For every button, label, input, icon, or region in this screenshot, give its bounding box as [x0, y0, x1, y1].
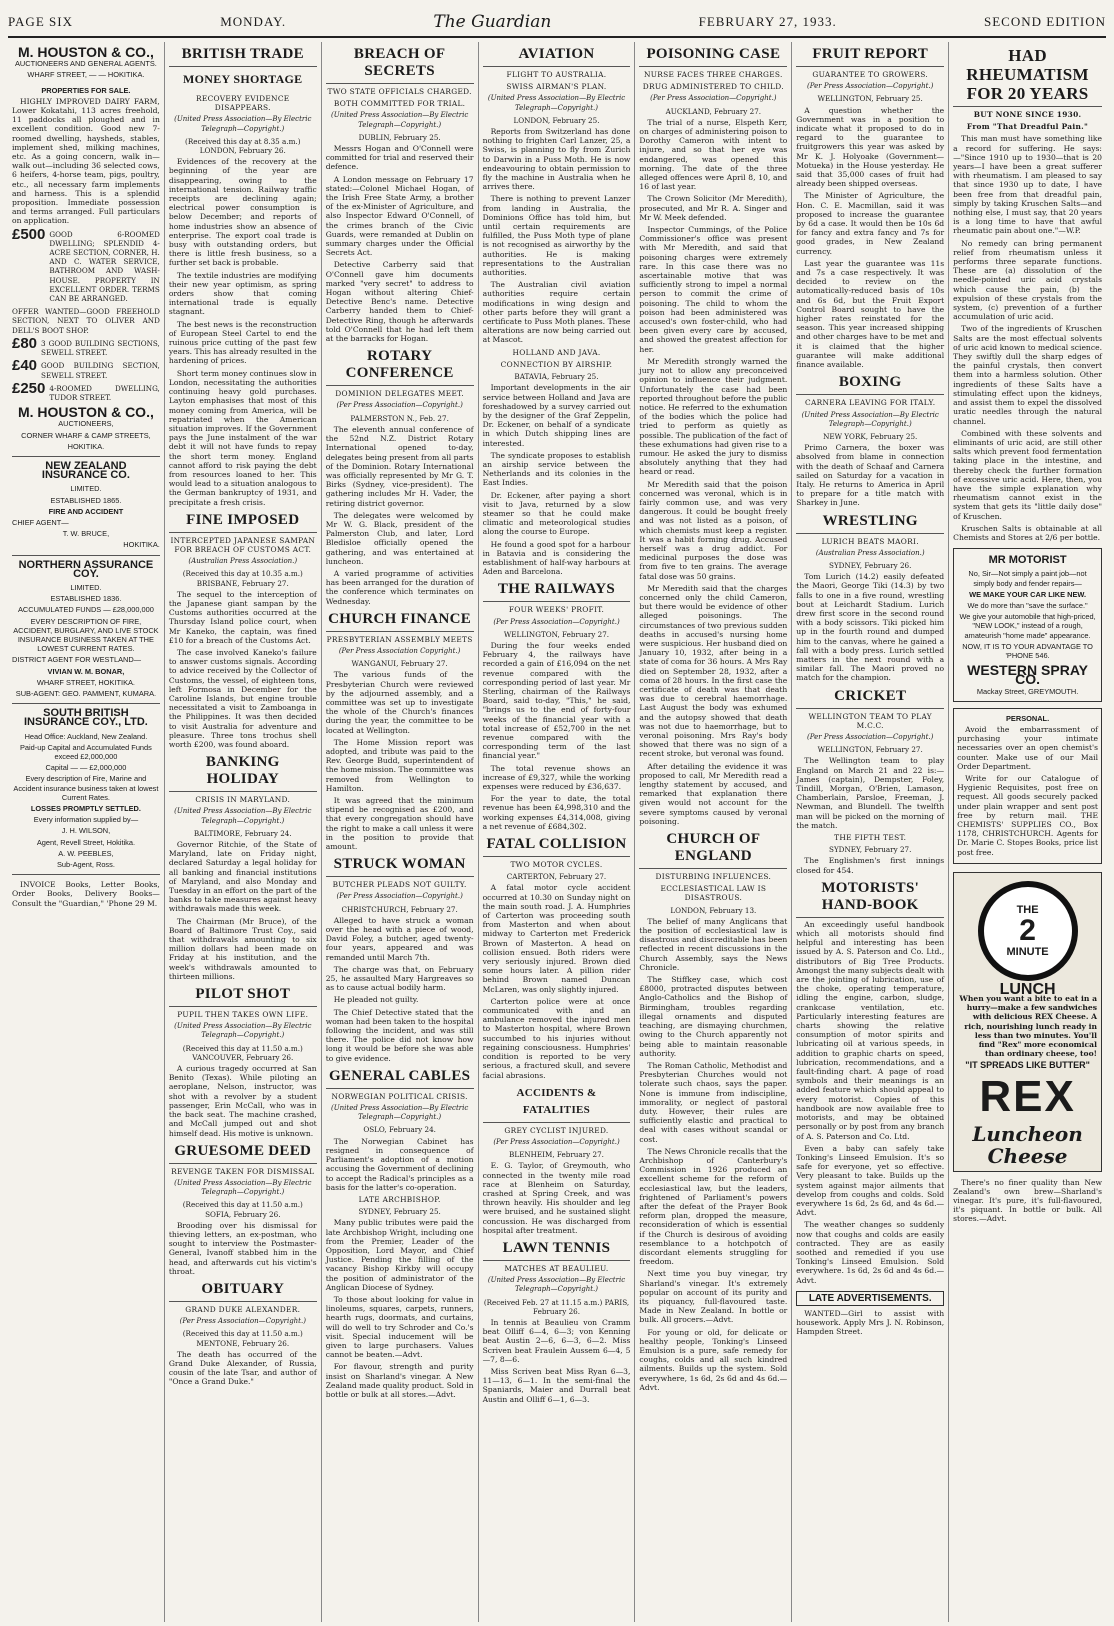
article-headline: MOTORISTS' HAND-BOOK	[796, 880, 944, 918]
article-paragraph: For young or old, for delicate or healthy people, Tonking's Linseed Emulsion is a pure, safe remedy for coughs, colds and all such kindred ailments. Builds up the system. Sold everywhere, 1s 6d, 2s 6d and 4s 6d.—Advt.	[639, 1327, 788, 1392]
article-paragraph: Primo Carnera, the boxer was absolved from blame in connection with the death of Schaaf and Carnera sailed on Saturday for a vacation in Italy. He returns to America in April to prepare for a title match with Sharkey in June.	[796, 443, 945, 508]
listing-text: 3 GOOD BUILDING SECTIONS, SEWELL STREET.	[41, 338, 160, 358]
article-paragraph: To those about looking for value in linoleums, squares, carpets, runners, hearth rugs, doormats, and curtains, will do well to try Schroder and Co.'s visit. Special inducement will be given to large purchasers. Values cannot be beaten.—Advt.	[325, 1294, 474, 1360]
na-line: SUB-AGENT: GEO. PAMMENT, KUMARA.	[15, 688, 157, 698]
article-paragraph: Important developments in the air service between Holland and Java are foreshadowed by a survey carried out by the designer of the Graf Zeppelin, Dr. Eckener, on behalf of a syndicate in which Dutch shipping lines are interested.	[482, 383, 631, 448]
article-paragraph: There is nothing to prevent Lanzer from landing in Australia, the Dominions Office has told him, but until certain requirements are fulfilled, the Puss Moth type of plane is not recognised as airworthy by the authorities. He is making representations to the Australian authorities.	[482, 194, 631, 278]
article-dateline: SYDNEY, February 27.	[829, 845, 912, 855]
listing	[12, 334, 160, 358]
article-paragraph: The various funds of the Presbyterian Church were reviewed by the adjourned assembly, and a committee was set up to investigate the whole of the Church's finances during the year, the committee to be located at Wellington.	[325, 670, 474, 735]
article-cables	[326, 1068, 474, 1399]
ad-headline: MR MOTORIST	[988, 554, 1067, 567]
article-deck: ECCLESIASTICAL LAW IS DISASTROUS.	[660, 884, 767, 903]
houston-title: M. HOUSTON & CO.,	[17, 44, 154, 60]
article-credit: (Per Press Association Copyright.)	[338, 646, 461, 655]
listing-price: £250	[12, 379, 46, 397]
article-deck: NORWEGIAN POLITICAL CRISIS.	[331, 1091, 468, 1101]
article-paragraph: After detailing the evidence it was proposed to call, Mr Meredith read a lengthy statement by accused, and remarked that explanation there given would not account for the severe symptoms caused by veronal poisoning.	[639, 761, 788, 826]
article-dateline: SYDNEY, February 26.	[829, 560, 912, 570]
article-headline: ROTARY CONFERENCE	[326, 348, 474, 386]
article-headline: CRICKET	[796, 688, 944, 709]
article-paragraph: An exceedingly useful handbook which all motorists should find helpful and interesting has been issued by A. S. Paterson and Co. Ltd., distributors of Big Tree Products. Amongst the many subjects dealt with are the jointing of lubrication, use of the choke, operating temperature, idling the engine, carbon, sludge, crankcase ventilation, etc. Particularly interesting features are charts showing the relative consumption of motor spirits and lubricating oil at various speeds, in addition to graphic charts on speed, lubrication, recommendations, and a fault-finding chart. A page of road symbols and their meanings is an added feature which should appeal to every motorist. Copies of this handbook are now available free to motorists, and may be obtained personally or by post from any branch of A. S. Paterson and Co. Ltd.	[796, 919, 945, 1141]
article-deck: TWO STATE OFFICIALS CHARGED.	[327, 87, 472, 96]
props-text: HIGHLY IMPROVED DAIRY FARM, Lower Kokatahi, 113 acres freehold, 11 paddocks all ploughed and in excellent condition. Good new 7-roomed dwelling, haysheds, stables, implement shed, milking machines, etc. As a going concern, walk in—walk out—including 36 selected cows, 6 heifers, 4-horse team, pigs, poultry, etc., all necessary farm implements and harness. This is a splendid proposition. Immediate possession and terms arranged. Full particulars on application.	[12, 96, 160, 226]
article-dateline: WELLINGTON, February 27.	[817, 745, 923, 755]
article-deck: NURSE FACES THREE CHARGES.	[644, 70, 783, 79]
article-headline: LAWN TENNIS	[483, 1240, 631, 1261]
na-line: ACCUMULATED FUNDS — £28,000,000	[18, 605, 154, 615]
article-deck: INTERCEPTED JAPANESE SAMPAN FOR BREACH OF CUSTOMS ACT.	[170, 535, 316, 554]
article-poisoning	[639, 46, 787, 826]
article-paragraph: The Minister of Agriculture, the Hon. C. E. Macmillan, said it was proposed to increase the guarantee by 6d a case. It would then be 10s 6d for fancy and extra fancy and 7s for good grades, in New Zealand currency.	[796, 191, 945, 256]
article-paragraph: The Wellington team to play England on March 21 and 22 is:—James (captain), Dempster, Foley, Tindill, Morgan, O'Brien, Lamason, Chamberlain, Parsloe, Freeman, J. Newman, and Blundell. The twelfth man will be picked on the morning of the match.	[796, 756, 945, 830]
ad-line: NOW, IT IS TO YOUR ADVANTAGE TO 'PHONE 546.	[962, 641, 1093, 660]
rex-tagline: Luncheon Cheese	[972, 1121, 1083, 1168]
rex-lunch: LUNCH	[999, 980, 1056, 998]
article-deck: BUTCHER PLEADS NOT GUILTY.	[332, 880, 467, 890]
article-headline: WRESTLING	[796, 513, 944, 534]
article-dateline: SYDNEY, February 25.	[358, 1207, 441, 1217]
article-rotary	[326, 348, 474, 605]
article-fruit	[796, 46, 944, 369]
article-dateline: LONDON, February 25.	[513, 115, 600, 125]
article-wrestling	[796, 513, 944, 683]
article-paragraph: For the year to date, the total revenue has been £4,998,310 and the working expenses £4,314,008, giving a net revenue of £684,302.	[482, 794, 631, 831]
paper-title: The Guardian	[433, 12, 552, 32]
masthead-day: MONDAY.	[220, 14, 287, 29]
article-dateline: (Received this day at 11.50 a.m.) MENTONE, February 26.	[182, 1329, 303, 1348]
article-headline: BANKING HOLIDAY	[169, 754, 317, 792]
article-pilot	[169, 986, 317, 1138]
article-accidents	[483, 1085, 631, 1235]
article-paragraph: The eleventh annual conference of the 52nd N.Z. District Rotary International opened to-day, delegates being present from all parts of the Dominion. Rotary International was officially represented by Mr G. T. Birks (Sydney, vice-president). The gathering includes Mr H. Vader, the retiring district governor.	[325, 424, 474, 508]
article-headline: STRUCK WOMAN	[326, 856, 474, 877]
spray-company: WESTERN SPRAY CO.	[967, 662, 1088, 688]
article-church	[326, 611, 474, 851]
article-paragraph: For flavour, strength and purity insist on Sharland's vinegar. A New Zealand made quality product. Sold in bottle or bulk at all stores.—Advt.	[325, 1362, 474, 1399]
article-paragraph: The Norwegian Cabinet has resigned in consequence of Parliament's adoption of a motion accusing the Government of declining to accept the Radical's principles as a basis for the latter's co-operation.	[325, 1136, 474, 1192]
article-paragraph: Miss Scriven beat Miss Ryan 6—3, 11—13, 6—1. In the semi-final the Spaniards, Maier and Durrall beat Austin and Olliff 6—1, 6—3.	[482, 1366, 631, 1404]
article-paragraph: Dr. Eckener, after paying a short visit to Java, returned by a slow steamer so that he could make climatic and meteorological studies along the course to Europe.	[482, 490, 631, 537]
column-3	[322, 42, 479, 1622]
article-credit: (Australian Press Association.)	[815, 548, 925, 557]
article-struck	[326, 856, 474, 1063]
article-paragraph: Mr Meredith strongly warned the jury not to allow any preconceived opinion to influence their judgment. Unfortunately the case had been reported throughout before the public notice. He referred to the exhumation of the bodies which the police had tried to perform as quietly as possible. The publication of the fact of these exhumations had given rise to a rumour. He asked the jury to dismiss absolutely anything that they had heard or read.	[639, 356, 788, 477]
article-paragraph: The belief of many Anglicans that the position of ecclesiastical law is disastrous and discreditable has been reflected in recent discussions in the Church Assembly, says the News Chronicle.	[639, 916, 788, 972]
ad-paragraph: Kruschen Salts is obtainable at all Chemists and Stores at 2/6 per bottle.	[953, 523, 1102, 542]
article-headline: ACCIDENTS & FATALITIES	[483, 1085, 631, 1123]
article-paragraph: Evidences of the recovery at the beginning of the year are disappearing, owing to the international tension. Railway traffic receipts are declining again; electrical power consumption is below December; and reports of home industries show an absence of enterprise. The export coal trade is busy with outstanding orders, but there is little fresh business, so a further set back is probable.	[168, 157, 317, 268]
article-paragraph: The Crown Solicitor (Mr Meredith), prosecuted, and Mr R. A. Singer and Mr W. Meek defended.	[639, 194, 788, 222]
article-paragraph: Mr Meredith said that the poison concerned was veronal, which is in fairly common use, and was very dangerous. It could be bought freely and was not listed as a poison, of which chemists must keep a register. It was a habit forming drug. Accused herself was a drug addict. For medicinal purposes the dose was from five to ten grains. The average fatal dose was 50 grains.	[639, 479, 788, 581]
article-credit: (Per Press Association—Copyright.)	[807, 732, 934, 741]
article-deck: WELLINGTON TEAM TO PLAY M.C.C.	[808, 711, 932, 730]
article-paragraph: Detective Carberry said that O'Connell gave him documents marked "very secret" to address to Hogan without altering Chief-Detective Benc's name. Detective Carberry handed them to Chief-Detective Ring, though he afterwards told O'Connell that he had left them at the barracks for Hogan.	[325, 260, 474, 344]
article-paragraph: The Englishmen's first innings closed for 454.	[796, 856, 945, 875]
article-dateline: (Received this day at 11.50 a.m.) SOFIA, February 26.	[182, 1200, 303, 1219]
article-deck: CARNERA LEAVING FOR ITALY.	[805, 398, 936, 408]
article-paragraph: Short term money continues slow in London, necessitating the authorities continuing heavy gold purchases. Layton emphasises that most of this money coming from America, will be repatriated when the American situation improves. If the Government pays the June instalment of the war debt it will not have funds to repay the short term money. England cannot afford to risk paying the debt from resources loaned to her. This would lead to a situation analogous to the German bankruptcy of 1931, and precipitate a fresh crisis.	[168, 368, 317, 507]
listing	[12, 379, 160, 402]
houston2-line: CORNER WHARF & CAMP STREETS,	[21, 430, 151, 440]
article-headline: FRUIT REPORT	[796, 46, 944, 67]
article-credit: (United Press Association—By Electric Telegraph—Copyright.)	[331, 111, 469, 129]
article-credit: (Per Press Association—Copyright.)	[493, 617, 620, 626]
article-subheadline: MONEY SHORTAGE	[183, 72, 303, 86]
listing-text: OFFER WANTED—GOOD FREEHOLD SECTION, NEXT TO OLIVER AND DELL'S BOOT SHOP.	[12, 307, 160, 335]
article-paragraph: The best news is the reconstruction of European Steel Cartel to end the ruinous price cutting of the past few years. This has already resulted in the hardening of prices.	[168, 319, 317, 366]
article-paragraph: The death has occurred of the Grand Duke Alexander, of Russia, cousin of the late Tsar, and author of "Once a Grand Duke."	[168, 1349, 317, 1387]
na-line: EVERY DESCRIPTION OF FIRE, ACCIDENT, BURGLARY, AND LIVE STOCK INSURANCE BUSINESS TAKEN AT THE LOWEST CURRENT RATES.	[13, 616, 159, 654]
article-deck: FOUR WEEKS' PROFIT.	[508, 605, 605, 615]
article-dateline: BATAVIA, February 25.	[514, 372, 599, 382]
article-credit: (Per Press Association—Copyright.)	[807, 82, 934, 91]
article-headline: BREACH OF SECRETS	[326, 46, 474, 84]
article-paragraph: He pleaded not guilty.	[333, 995, 419, 1005]
article-deck: LATE ARCHBISHOP.	[358, 1194, 441, 1204]
rex-slogan: "IT SPREADS LIKE BUTTER"	[965, 1060, 1090, 1071]
article-headline: BRITISH TRADE	[169, 46, 317, 67]
article-paragraph: The Home Mission report was adopted, and tribute was paid to the Rev. George Budd, superintendent of the home mission. The committee was removed from Wellington to Hamilton.	[325, 737, 474, 793]
article-paragraph: E. G. Taylor, of Greymouth, who connected in the twenty mile road race at Blenheim on Saturday, crashed at Spring Creek, and was thrown heavily. His shoulder and leg were bruised, and he sustained slight concussion. He was discharged from hospital after treatment.	[482, 1161, 631, 1235]
article-paragraph: The Australian civil aviation authorities require certain modifications in wing design and other parts before they will grant a certificate to Puss Moth planes. These alterations are now being carried out at Mascot.	[482, 280, 631, 345]
article-deck: LURICH BEATS MAORI.	[821, 536, 919, 546]
article-paragraph: The syndicate proposes to establish an airship service between the Netherlands and its colonies in the East Indies.	[482, 450, 631, 488]
na-line: DISTRICT AGENT FOR WESTLAND—	[12, 655, 142, 665]
masthead-date: FEBRUARY 27, 1933.	[698, 14, 837, 29]
article-deck: CRISIS IN MARYLAND.	[195, 795, 291, 805]
article-boxing	[796, 374, 944, 507]
article-paragraph: The News Chronicle recalls that the Archbishop of Canterbury's Commission in 1926 produced an excellent scheme for the reform of ecclesiastical law, but the leaders, frightened of Parliament's powers after the defeat of the Prayer Book reform plan, dropped the measure, reconsideration of which is essential if the Church is desirous of avoiding resemblance to a hotchpotch of discordant elements struggling for freedom.	[639, 1146, 788, 1267]
article-paragraph: Messrs Hogan and O'Connell were committed for trial and reserved their defence.	[325, 144, 474, 172]
late-ads	[796, 1291, 944, 1337]
article-railways	[483, 581, 631, 831]
article-paragraph: He found a good spot for a harbour in Batavia and is considering the establishment of half-way harbours at Aden and Barcelona.	[482, 539, 631, 577]
ad-deck: From "That Dreadful Pain."	[966, 122, 1089, 132]
late-ads-title: LATE ADVERTISEMENTS.	[796, 1291, 944, 1306]
print-ad: INVOICE Books, Letter Books, Order Books, Delivery Books—Consult the "Guardian," 'Phone 29 M.	[12, 880, 160, 908]
article-paragraph: A varied programme of activities has been arranged for the duration of the conference which terminates on Wednesday.	[325, 568, 474, 606]
article-headline: OBITUARY	[169, 1281, 317, 1302]
late-ad: WANTED—Girl to assist with housework. Apply Mrs J. N. Robinson, Hampden Street.	[796, 1308, 945, 1337]
ad-paragraph: There's no finer quality than New Zealand's own brew—Sharland's vinegar. It's pure, it's full-flavoured, it's piquant. In bottle or bulk. All stores.—Advt.	[953, 1177, 1102, 1224]
article-dateline: DUBLIN, February 25.	[358, 132, 441, 142]
article-paragraph: A curious tragedy occurred at San Benito (Texas). While piloting an aeroplane, Nelson, instructor, was shot with a revolver by a student passenger, Erin McCall, who was in the back seat. The machine crashed, and McCall jumped out and shot himself dead. His motive is unknown.	[168, 1064, 317, 1138]
column-7	[949, 42, 1106, 1622]
props-head: PROPERTIES FOR SALE.	[41, 85, 131, 95]
article-motorists	[796, 880, 944, 1285]
na-line: LIMITED.	[70, 582, 102, 592]
article-banking	[169, 754, 317, 981]
divider	[12, 456, 160, 457]
article-paragraph: Governor Ritchie, of the State of Maryland, late on Friday night, declared Saturday a legal holiday for all banking and financial institutions of Maryland, and also Monday and Tuesday in an effort on the part of the banks to take measures against heavy withdrawals made this week.	[168, 840, 317, 914]
listing	[12, 357, 160, 380]
article-paragraph: Next time you buy vinegar, try Sharland's vinegar. It's extremely popular on account of its purity and its piquancy, full-flavoured taste. Made in New Zealand. In bottle or bulk. All grocers.—Advt.	[639, 1269, 788, 1325]
houston-line: WHARF STREET, — — HOKITIKA.	[27, 70, 145, 80]
article-deck: GUARANTEE TO GROWERS.	[812, 70, 928, 79]
article-collision	[483, 836, 631, 1080]
sb-line: Sub-Agent, Ross.	[56, 860, 115, 870]
ad-paragraph: Write for our Catalogue of Hygienic Requisites, post free on request. All goods securely packed under plain wrapper and sent post free by return mail. THE CHEMISTS' SUPPLIES CO., Box 1178, CHRISTCHURCH. Agents for Dr. Marie C. Stopes Books, price list post free.	[957, 774, 1098, 857]
article-paragraph: Mr Meredith said that the charges concerned only the child Cameron, but there would be evidence of other alleged poisonings. The circumstances of two previous sudden deaths in accused's nursing home were suspicious. Her husband died on January 10, 1932, after being in a state of coma for 36 hours. A Mrs Ray died on September 28, 1932, after a coma of 28 hours. In the first case the certificate of death was that death was due to cerebral haemorrhage. Last August the body was exhumed and the autopsy showed that death was not due to haemorrhage, but to veronal poisoning. Mrs Ray's body showed that there was no sign of a recent stroke, but veronal was found.	[639, 583, 788, 759]
article-paragraph: It was agreed that the minimum stipend be recognised as £200, and that every congregation should have the right to make a call unless it were in the position to provide that amount.	[325, 796, 474, 852]
article-paragraph: Inspector Cummings, of the Police Commissioner's office was present with Mr Meredith, and said that poisoning charges were extremely rare. In this case there was no ascertainable motive that was sufficiently strong to impel a normal person to commit the crime of poisoning. The child to whom the poison had been administered was accused's own foster-child, who had been given every care by accused, and showed the greatest affection for her.	[639, 225, 788, 354]
sb-line: Every information supplied by—	[33, 815, 139, 825]
article-deck: RECOVERY EVIDENCE DISAPPEARS.	[196, 94, 290, 113]
page-number: PAGE SIX	[8, 14, 73, 29]
listing-price: £40	[12, 357, 38, 375]
article-headline: GENERAL CABLES	[326, 1068, 474, 1089]
article-headline: CHURCH OF ENGLAND	[639, 831, 787, 869]
article-headline: AVIATION	[483, 46, 631, 67]
houston2-line: AUCTIONEERS,	[58, 419, 114, 429]
na-line: VIVIAN W. M. BONAR,	[47, 666, 125, 676]
article-dateline: AUCKLAND, February 27.	[665, 106, 762, 116]
sb-line: Agent, Revell Street, Hokitika.	[36, 837, 136, 847]
rex-the: THE	[1016, 903, 1039, 916]
article-credit: (Per Press Association—Copyright.)	[179, 1317, 306, 1326]
column-4	[479, 42, 636, 1622]
article-headline: FATAL COLLISION	[483, 836, 631, 857]
article-deck: PUPIL THEN TAKES OWN LIFE.	[177, 1010, 309, 1020]
article-paragraph: The total revenue shows an increase of £9,327, while the working expenses were reduced by £36,637.	[482, 763, 631, 792]
article-deck: SWISS AIRMAN'S PLAN.	[506, 82, 607, 92]
article-paragraph: The weather changes so suddenly now that coughs and colds are easily contracted. They are as easily soothed and remedied if you use Tonking's Linseed Emulsion. Sold everywhere. 1s 6d, 2s 6d and 4s 6d.—Advt.	[796, 1220, 945, 1285]
houston2-line: HOKITIKA.	[67, 441, 105, 451]
listing-price: £80	[12, 334, 38, 352]
article-dateline: PALMERSTON N., Feb. 27.	[350, 413, 449, 423]
sb-title: SOUTH BRITISH INSURANCE COY., LTD.	[23, 707, 148, 729]
article-dateline: OSLO, February 24.	[363, 1125, 436, 1135]
ad-headline: HAD RHEUMATISM FOR 20 YEARS	[953, 46, 1102, 107]
rex-minute: MINUTE	[1006, 945, 1049, 958]
article-paragraph: During the four weeks ended February 4, the railways have recorded a gain of £16,094 on the net revenue compared with the corresponding period of last year. Mr Sterling, chairman of the Railways Board, said to-day, "This," he said, "brings us to the end of forty-four weeks of the financial year with a total increase of £52,700 in the net revenue compared with the corresponding term of the last financial year."	[482, 640, 631, 761]
column-6	[792, 42, 949, 1622]
article-paragraph: In tennis at Beaulieu von Cramm beat Olliff 6—4, 6—3; von Kenning beat Austin 2—6, 6—3, 6—2. Miss Scriven beat Fraulein Aussem 6—4, 5—7, 8—6.	[482, 1317, 631, 1364]
clock-icon	[978, 881, 1078, 981]
article-paragraph: Brooding over his dismissal for thieving letters, an ex-postman, who sought to interview the Postmaster-General, Ivanoff stabbed him in the head, and afterwards cut his victim's throat.	[168, 1220, 317, 1276]
article-headline: GRUESOME DEED	[169, 1143, 317, 1164]
article-credit: (Per Press Association—Copyright.)	[493, 1137, 620, 1146]
ad-line: We do more than "save the surface."	[967, 600, 1088, 610]
article-paragraph: The charge was that, on February 25, he assaulted Mary Hargreaves so as to cause actual bodily harm.	[325, 964, 474, 993]
article-paragraph: A fatal motor cycle accident occurred at 10.30 on Sunday night on the main south road. J. A. Humphries of Carterton was proceeding south from Masterton and when about midway to Carterton met Frederick Brown of Masterton. A head on collision ensued. Both riders were very seriously injured. Brown died some hours later. A pillion rider behind Brown named Duncan McLaren, was only slightly injured.	[482, 883, 631, 994]
ad-line: We give your automobile that high-priced, "NEW LOOK," instead of a rough, amateurish "home made" appearance.	[959, 612, 1096, 640]
divider	[12, 703, 160, 704]
houston-line: AUCTIONEERS AND GENERAL AGENTS.	[15, 59, 157, 69]
article-paragraph: The sequel to the interception of the Japanese giant sampan by the Customs authorities occurred at the Thursday Island police court, when Mr Kaneko, the captain, was fined £10 for a breach of the Customs Act.	[168, 589, 317, 645]
ad-personal	[953, 708, 1102, 864]
article-dateline: BLENHEIM, February 27.	[509, 1150, 604, 1160]
article-deck: DISTURBING INFLUENCES.	[655, 872, 772, 882]
article-paragraph: The delegates were welcomed by Mr W. G. Black, president of the Palmerston Club, and later, Lord Bledisloe officially opened the gathering, and was entertained at luncheon.	[325, 510, 474, 566]
sb-line: LOSSES PROMPTLY SETTLED.	[30, 804, 141, 814]
article-paragraph: The Chairman (Mr Bruce), of the Board of Baltimore Trust Coy., said that withdrawals amounting to six million dollars had been made on Friday at his institution, and the week's withdrawals amounted to thirteen millions.	[168, 916, 317, 981]
nzi-line: T. W. BRUCE,	[62, 529, 110, 539]
rex-number: 2	[1019, 913, 1036, 947]
article-paragraph: Reports from Switzerland has done nothing to frighten Carl Lanzer, 25, a Swiss, is planning to fly from Zurich to Darwin in a Puss Moth. He is now endeavouring to obtain permission to fly the machine in Australia when he arrives there.	[482, 127, 631, 192]
article-deck: CONNECTION BY AIRSHIP.	[500, 359, 613, 369]
article-dateline: LONDON, February 13.	[670, 905, 757, 915]
article-paragraph: The textile industries are modifying their new year optimism, as spring orders show that coming international trade is equally stagnant.	[168, 270, 317, 317]
article-credit: (Per Press Association—Copyright.)	[336, 892, 463, 901]
article-headline: THE RAILWAYS	[483, 581, 631, 602]
article-deck: PRESBYTERIAN ASSEMBLY MEETS	[326, 634, 473, 644]
na-line: WHARF STREET, HOKITIKA.	[36, 677, 135, 687]
ad-rheumatism	[953, 46, 1102, 542]
article-headline: PILOT SHOT	[169, 986, 317, 1007]
sb-line: J. H. WILSON,	[61, 826, 111, 836]
ad-paragraph: When you want a bite to eat in a hurry—make a few sandwiches with delicious REX Cheese. A rich, nourishing lunch ready in less than two minutes. You'll find "Rex" more economical than ordinary cheese, too!	[959, 994, 1097, 1059]
sb-line: A. W. PEEBLES,	[58, 848, 114, 858]
nzi-line: LIMITED.	[70, 484, 102, 494]
nzi-line: ESTABLISHED 1865.	[50, 495, 122, 505]
article-deck: MATCHES AT BEAULIEU.	[504, 1263, 609, 1273]
article-deck: REVENGE TAKEN FOR DISMISSAL	[171, 1166, 315, 1176]
ad-paragraph: No remedy can bring permanent relief from rheumatism unless it performs three separate functions. These are (a) dissolution of the needle-pointed uric acid crystals which cause the pain, (b) the expulsion of these crystals from the system, (c) prevention of a further accumulation of uric acid.	[953, 238, 1102, 322]
column-2	[165, 42, 322, 1622]
ad-deck: BUT NONE SINCE 1930.	[973, 110, 1082, 119]
article-cricket	[796, 688, 944, 875]
article-headline: BOXING	[796, 374, 944, 395]
article-aviation	[483, 46, 631, 576]
article-deck: GREY CYCLIST INJURED.	[504, 1125, 609, 1135]
na-line: ESTABLISHED 1836.	[50, 594, 122, 604]
article-paragraph: The Stiffkey case, which cost £8000, protracted disputes between Anglo-Catholics and the Bishop of Birmingham, troubles regarding illegal ornaments and disputed teaching, are dismaying churchmen, owing to the Church apparently not being able to maintain reasonable authority.	[639, 975, 788, 1058]
sb-line: Head Office: Auckland, New Zealand.	[24, 731, 148, 741]
ad-line: Mackay Street, GREYMOUTH.	[976, 686, 1079, 696]
columns	[8, 42, 1106, 1622]
article-paragraph: The Roman Catholic, Methodist and Presbyterian Churches would not tolerate such chaos, says the paper. None is immune from indiscipline, immorality, or neglect of pastoral duty. However, their rules are sufficiently elastic and practical to deal with cases without scandal or cost.	[639, 1060, 788, 1144]
article-deck: DOMINION DELEGATES MEET.	[335, 389, 464, 399]
article-credit: (United Press Association—By Electric Telegraph—Copyright.)	[487, 94, 626, 112]
article-credit: (United Press Association—By Electric Telegraph—Copyright.)	[331, 1104, 469, 1122]
article-deck: FLIGHT TO AUSTRALIA.	[506, 70, 607, 79]
article-fine	[169, 512, 317, 749]
article-paragraph: The case involved Kaneko's failure to answer customs signals. According to advice received by the Collector of Customs, the vessel, of eighteen tons, left Formosa in December for the Caroline Islands, but engine trouble necessitated a visit to Zamboanga in the Philippines. It was then decided to visit Australia for adventure and pleasure. Three tons trochus shell worth £200, was found aboard.	[168, 647, 317, 749]
article-deck: HOLLAND AND JAVA.	[512, 347, 601, 357]
column-1	[8, 42, 165, 1622]
nzi-line: CHIEF AGENT—	[12, 517, 69, 527]
nzi-title: NEW ZEALAND INSURANCE CO.	[41, 459, 130, 482]
sb-line: Capital — — £2,000,000	[45, 763, 127, 773]
listing-text: GOOD BUILDING SECTION, SEWELL STREET.	[41, 361, 160, 380]
houston2-title: M. HOUSTON & CO.,	[17, 404, 154, 421]
ad-line: WE MAKE YOUR CAR LIKE NEW.	[969, 589, 1087, 599]
article-paragraph: A question whether the Government was in a position to indicate what it proposed to do in regard to the guarantee to fruitgrowers this year was asked by Mr K. J. Holyoake (Government—Motueka) in the House yesterday. He said that 35,000 cases of fruit had already been shipped overseas.	[796, 105, 945, 189]
article-paragraph: Many public tributes were paid the late Archbishop Wright, including one from the Premier, Leader of the Opposition, Lord Mayor, and Chief Justice. Pending the filling of the vacancy Bishop Kirkby will occupy the position of administrator of the Anglican Diocese of Sydney.	[325, 1218, 474, 1292]
article-headline: POISONING CASE	[639, 46, 787, 67]
article-headline: FINE IMPOSED	[169, 512, 317, 533]
article-dateline: WELLINGTON, February 25.	[817, 94, 923, 104]
article-deck: GRAND DUKE ALEXANDER.	[185, 1304, 301, 1314]
article-dateline: (Received Feb. 27 at 11.15 a.m.) PARIS, February 26.	[483, 1297, 630, 1316]
nzi-line: FIRE AND ACCIDENT	[48, 506, 124, 516]
ad-paragraph: Avoid the embarrassment of purchasing your intimate necessaries over an open chemist's counter. Make use of our Mail Order Department.	[957, 724, 1098, 771]
article-paragraph: Carterton police were at once communicated with and an ambulance removed the injured men to Masterton hospital, where Brown succumbed to his injuries without regaining consciousness. Humphries' condition is reported to be very serious, a fractured skull, and severe facial abrasions.	[482, 996, 631, 1080]
listing-text: GOOD 6-ROOMED DWELLING; SPLENDID 4-ACRE SECTION, CORNER, H. AND C. WATER SERVICE, BATHROOM AND WASH-HOUSE. PROPERTY IN EXCELLENT ORDER. TERMS CAN BE ARRANGED.	[49, 229, 160, 304]
masthead	[8, 8, 1106, 38]
article-credit: (United Press Association—By Electric Telegraph—Copyright.)	[174, 807, 312, 825]
article-dateline: CHRISTCHURCH, February 27.	[341, 904, 458, 914]
article-dateline: (Received this day at 8.35 a.m.) LONDON, February 26.	[185, 136, 301, 156]
article-credit: (United Press Association—By Electric Telegraph—Copyright.)	[487, 1276, 626, 1294]
na-title: NORTHERN ASSURANCE COY.	[18, 558, 154, 580]
listing	[12, 225, 160, 304]
article-credit: (United Press Association—By Electric Telegraph—Copyright.)	[174, 115, 312, 133]
edition-label: SECOND EDITION	[984, 14, 1106, 29]
article-dateline: (Received this day at 11.50 a.m.) VANCOUVER, February 26.	[182, 1043, 303, 1062]
article-deck: TWO MOTOR CYCLES.	[510, 860, 603, 870]
listing-text: 4-ROOMED DWELLING, TUDOR STREET.	[49, 383, 160, 402]
article-money	[169, 46, 317, 507]
divider	[12, 555, 160, 556]
article-dateline: (Received this day at 10.35 a.m.) BRISBANE, February 27.	[182, 569, 303, 588]
divider	[12, 874, 160, 875]
article-deck: THE FIFTH TEST.	[834, 833, 907, 843]
article-credit: (Per Press Association—Copyright.)	[336, 401, 463, 410]
ad-rex-cheese	[953, 872, 1102, 1172]
article-paragraph: The Chief Detective stated that the woman had been taken to the hospital following the incident, and was still there. The police did not know how long it would be before she was able to give evidence.	[325, 1007, 474, 1063]
nzi-line: HOKITIKA.	[123, 540, 160, 550]
article-credit: (Australian Press Association.)	[188, 557, 298, 566]
article-paragraph: The trial of a nurse, Elspeth Kerr, on charges of administering poison to Dorothy Cameron with intent to injure, and so that her eye was endangered, was opened this morning. The date of the three alleged offences were April 8, 10, and 16 of last year.	[639, 117, 788, 192]
article-breach	[326, 46, 474, 343]
ad-paragraph: This man must have something like a record for suffering. He says:—"Since 1910 up to 1930—that is 20 years—I have been a great sufferer with rheumatism. I am pleased to say that since 1930 up to date, I have been free from that dreadful pain, simply by taking Kruschen Salts—and nothing else, I must say, that 20 years is a long time to have that awful rheumatic pain about one."—W.P.	[953, 134, 1102, 236]
sb-line: Paid-up Capital and Accumulated Funds exceed £2,000,000	[19, 742, 152, 761]
article-headline: CHURCH FINANCE	[326, 611, 474, 632]
article-deck: DRUG ADMINISTERED TO CHILD.	[642, 82, 784, 92]
article-tennis	[483, 1240, 631, 1404]
ad-line: No, Sir—Not simply a paint job—not simply body and fender repairs—	[968, 569, 1087, 588]
column-5	[635, 42, 792, 1622]
article-credit: (United Press Association—By Electric Telegraph—Copyright.)	[174, 1022, 312, 1040]
listing-price: £500	[12, 225, 46, 243]
ad-paragraph: Two of the ingredients of Kruschen Salts are the most effectual solvents of uric acid known to medical science. They swiftly dull the sharp edges of the painful crystals, then convert them into a harmless solution. Other ingredients of these Salts have a stimulating effect upon the kidneys, and assist them to expel the dissolved uratic needles through the natural channel.	[953, 324, 1102, 426]
article-dateline: WANGANUI, February 27.	[351, 659, 448, 669]
article-obituary	[169, 1281, 317, 1387]
article-paragraph: Last year the guarantee was 11s and 7s a case respectively. It was decided to review on the automatically-reduced basis of 10s and 6s 6d, but the Fruit Export Control Board sought to have the higher rates reinstated for the season. This year increased shipping and other charges have to be met and it is claimed that the higher guarantee will make additional finance available.	[796, 258, 945, 370]
article-paragraph: Tom Lurich (14.2) easily defeated the Maori, George Tiki (14.3) by two falls to one in a five round, wrestling bout at Leichardt Stadium. Lurich drew first score in the second round with a body scissors. Tiki picked him up in the fourth round and dumped him to the canvas, where he gained a fall with a body press. Lurich settled matters in the next round with a similar fall. The Maori proved no match for the champion.	[796, 572, 945, 683]
article-dateline: CARTERTON, February 27.	[506, 872, 607, 882]
article-paragraph: A London message on February 17 stated:—Colonel Michael Hogan, of the Irish Free State Army, a brother of the ex-Minister of Agriculture, and also Inspector Edward O'Connell, of the crimes branch of the Civic Guards, were remanded at Dublin on summary charges under the Official Secrets Act.	[325, 174, 474, 258]
article-deck: BOTH COMMITTED FOR TRIAL.	[333, 99, 466, 109]
article-credit: (United Press Association—By Electric Telegraph—Copyright.)	[801, 410, 939, 428]
article-dateline: NEW YORK, February 25.	[823, 431, 918, 441]
ad-headline: PERSONAL.	[1006, 713, 1050, 723]
article-credit: (Per Press Association—Copyright.)	[650, 94, 777, 103]
article-church-england	[639, 831, 787, 1392]
article-paragraph: Even a baby can safely take Tonking's Linseed Emulsion. It's so safe for everyone, yet so effective. Very pleasant to take. Builds up the system against major ailments that develop from coughs and colds. Sold everywhere 1s 6d, 2s 6d, and 4s 6d.—Advt.	[796, 1143, 945, 1218]
article-deed	[169, 1143, 317, 1276]
article-dateline: WELLINGTON, February 27.	[503, 629, 610, 639]
article-dateline: BALTIMORE, February 24.	[193, 828, 292, 838]
article-credit: (United Press Association—By Electric Telegraph—Copyright.)	[174, 1178, 312, 1197]
article-paragraph: Alleged to have struck a woman over the head with a piece of wood, David Foley, a butcher, aged twenty-four years, appeared and was remanded until March 7th.	[325, 915, 474, 962]
ad-western-spray	[953, 548, 1102, 702]
listing	[12, 307, 160, 335]
ad-paragraph: Combined with these solvents and eliminants of uric acid, are still other salts which prevent food fermentation taking place in the intestine, and thereby check the further formation of excessive uric acid. Here, then, you have the simple explanation why rheumatism cannot exist in the system that gets its "little daily dose" of Kruschen.	[953, 428, 1102, 521]
rex-brand: REX	[979, 1071, 1076, 1121]
sb-line: Every description of Fire, Marine and Accident insurance business taken at lowest Current Rates.	[13, 774, 159, 802]
